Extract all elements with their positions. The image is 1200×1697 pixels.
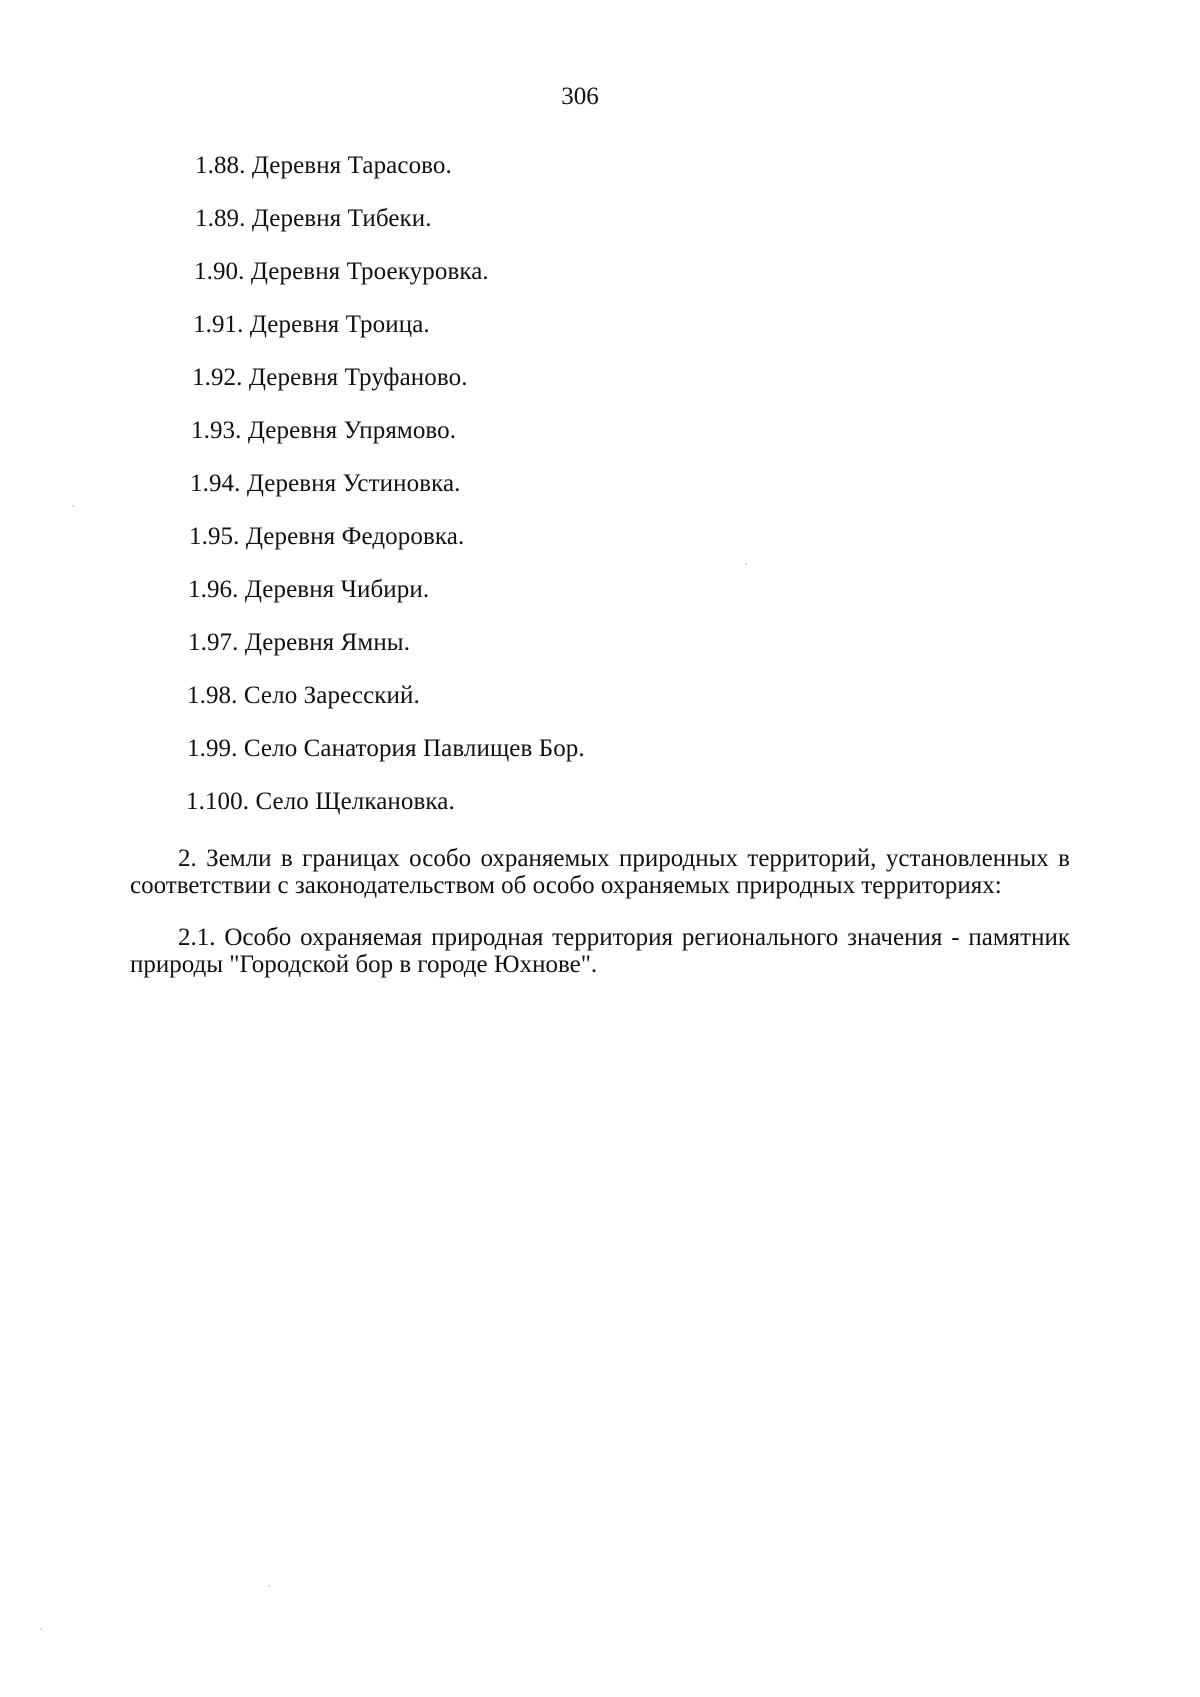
- list-item: 1.94. Деревня Устиновка.: [190, 470, 461, 497]
- page-number: 306: [561, 83, 599, 110]
- list-item: 1.91. Деревня Троица.: [193, 311, 430, 338]
- list-item: 1.99. Село Санатория Павлищев Бор.: [187, 735, 585, 762]
- list-item: 1.98. Село Заресский.: [187, 682, 420, 709]
- scan-speck: [40, 1628, 42, 1630]
- list-item: 1.95. Деревня Федоровка.: [189, 523, 465, 550]
- list-item: 1.93. Деревня Упрямово.: [191, 417, 457, 444]
- scan-speck: [268, 1585, 270, 1587]
- list-item: 1.90. Деревня Троекуровка.: [194, 258, 489, 285]
- scan-speck: [72, 505, 74, 507]
- list-item: 1.97. Деревня Ямны.: [188, 629, 411, 656]
- list-item: 1.89. Деревня Тибеки.: [195, 205, 432, 232]
- section-2-paragraph: 2. Земли в границах особо охраняемых природных территорий, установленных в соответствии с законодательством об особо охраняемых природных территориях:: [130, 845, 1070, 899]
- list-item: 1.88. Деревня Тарасово.: [195, 152, 452, 179]
- list-item: 1.96. Деревня Чибири.: [188, 576, 430, 603]
- list-item: 1.100. Село Щелкановка.: [186, 788, 455, 815]
- list-item: 1.92. Деревня Труфаново.: [192, 364, 468, 391]
- scan-speck: [745, 563, 747, 565]
- section-2-1-paragraph: 2.1. Особо охраняемая природная территория регионального значения - памятник природы "Городской бор в городе Юхнове".: [130, 924, 1070, 978]
